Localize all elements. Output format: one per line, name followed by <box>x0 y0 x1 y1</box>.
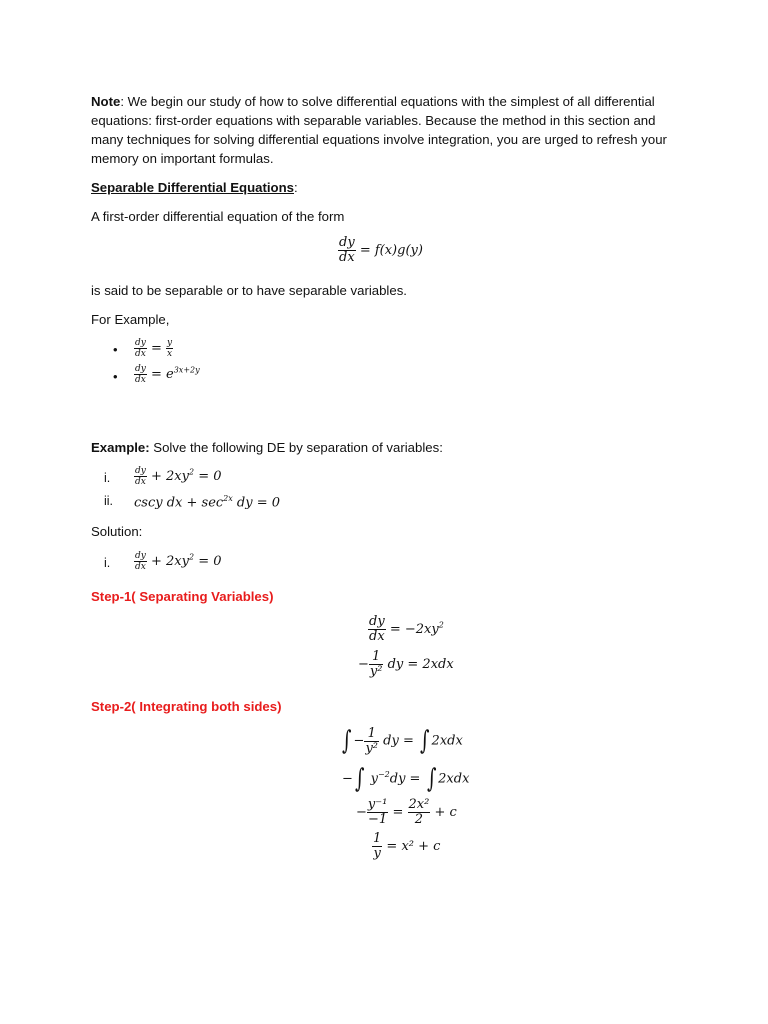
s2e1-mid: dy = <box>383 733 414 749</box>
example-equation-2 <box>134 364 200 385</box>
step1-equation-2 <box>358 650 454 679</box>
general-form-rhs: = f(x)g(y) <box>359 243 423 258</box>
example-label: Example: <box>91 440 150 455</box>
bullet-dot: • <box>113 369 118 384</box>
s2e2-mid: dy = <box>389 771 421 787</box>
note-label: Note <box>91 94 121 109</box>
section-heading <box>91 178 298 197</box>
ex1-equals: = <box>151 341 162 356</box>
s1e2-rhs: dy = 2xdx <box>387 657 454 672</box>
s2e4-num: 1 <box>373 831 382 846</box>
integral-sign: ∫ <box>342 726 352 756</box>
note-text: : We begin our study of how to solve differential equations with the simplest of all differential equations: first-order equations with separable variables. Because the method in this section and many techniques for solving differential equations involve integration, you are urged to refresh your memory on important formulas. <box>91 94 667 166</box>
item1-rhs: + 2xy <box>151 469 189 484</box>
section-heading-suffix: : <box>294 180 298 195</box>
s2e2-rhs: 2xdx <box>438 771 470 787</box>
s1e1-rhs: = −2xy <box>389 622 439 637</box>
s2e1-num: 1 <box>364 727 379 742</box>
s2e1-rhs: 2xdx <box>431 733 463 749</box>
example-equation-1 <box>134 338 173 359</box>
s2e2-body: y <box>370 771 378 787</box>
item1-den: dx <box>135 477 146 487</box>
s2e3-den2: 2 <box>414 812 424 827</box>
ex2-den: dx <box>135 375 146 385</box>
general-form-num: dy <box>339 235 355 250</box>
ex1-den: dx <box>135 349 146 359</box>
s2e3-eq: = <box>392 805 404 820</box>
s1e2-prefix: − <box>358 657 369 672</box>
ex2-rhs: = e <box>151 367 174 382</box>
integral-sign: ∫ <box>354 764 365 794</box>
step1-equation-1 <box>368 615 444 644</box>
s2e1-den: y² <box>365 740 379 756</box>
solution-label: Solution: <box>91 524 143 539</box>
sol-tail: = 0 <box>194 554 222 569</box>
ex2-num: dy <box>135 364 146 374</box>
step-2-heading: Step-2( Integrating both sides) <box>91 699 282 714</box>
item1-num: dy <box>135 466 146 476</box>
item-marker-i: i. <box>104 471 111 485</box>
step2-equation-4 <box>372 832 440 861</box>
ex1-num: dy <box>135 338 146 348</box>
section-heading-text: Separable Differential Equations <box>91 180 294 195</box>
example-item-2-equation <box>134 494 280 510</box>
s1e1-sup: 2 <box>438 620 444 630</box>
integral-sign: ∫ <box>420 726 430 756</box>
step2-equation-1 <box>340 726 463 756</box>
for-example-label: For Example, <box>91 312 170 327</box>
example-text: Solve the following DE by separation of variables: <box>149 440 443 455</box>
s2e1-prefix: − <box>353 733 365 749</box>
note-paragraph <box>91 92 681 168</box>
ex1-rhs-den: x <box>167 349 173 359</box>
item1-sup: 2 <box>188 467 195 477</box>
ex1-rhs-num: y <box>167 338 173 348</box>
s2e3-tail: + c <box>434 805 457 820</box>
s1e1-num: dy <box>369 614 385 629</box>
s2e3-prefix: − <box>356 805 367 820</box>
s2e2-prefix: − <box>342 771 353 787</box>
step2-equation-3 <box>356 798 457 827</box>
item1-tail: = 0 <box>194 469 222 484</box>
bullet-dot: • <box>113 342 118 357</box>
separable-definition: is said to be separable or to have separable variables. <box>91 283 407 298</box>
s1e1-den: dx <box>369 629 385 644</box>
sol-den: dx <box>135 562 146 572</box>
general-form-den: dx <box>339 250 355 265</box>
solution-item-equation <box>134 551 222 572</box>
sol-num: dy <box>135 551 146 561</box>
s2e3-den1: −1 <box>368 812 388 827</box>
s1e2-num: 1 <box>369 650 384 665</box>
step-1-heading: Step-1( Separating Variables) <box>91 589 274 604</box>
s2e2-sup: −2 <box>377 770 390 780</box>
s2e4-den: y <box>373 846 381 861</box>
s2e4-rhs: = x² + c <box>386 839 441 854</box>
integral-sign: ∫ <box>426 764 437 794</box>
solution-item-marker: i. <box>104 556 111 570</box>
example-item-1-equation <box>134 466 222 487</box>
example-statement <box>91 438 443 457</box>
intro-text: A first-order differential equation of the form <box>91 209 345 224</box>
general-form-equation <box>338 236 423 265</box>
item2-text: cscy dx + sec <box>134 495 224 511</box>
s2e3-num2: 2x² <box>408 797 430 812</box>
item2-tail: dy = 0 <box>232 495 281 511</box>
sol-rhs: + 2xy <box>151 554 189 569</box>
step2-equation-2 <box>342 764 469 794</box>
item-marker-ii: ii. <box>104 494 114 508</box>
item2-sup: 2x <box>223 494 233 503</box>
s2e3-num1: y⁻¹ <box>367 797 388 812</box>
sol-sup: 2 <box>188 552 195 562</box>
ex2-exponent: 3x+2y <box>173 365 200 375</box>
s1e2-den: y² <box>369 664 383 679</box>
